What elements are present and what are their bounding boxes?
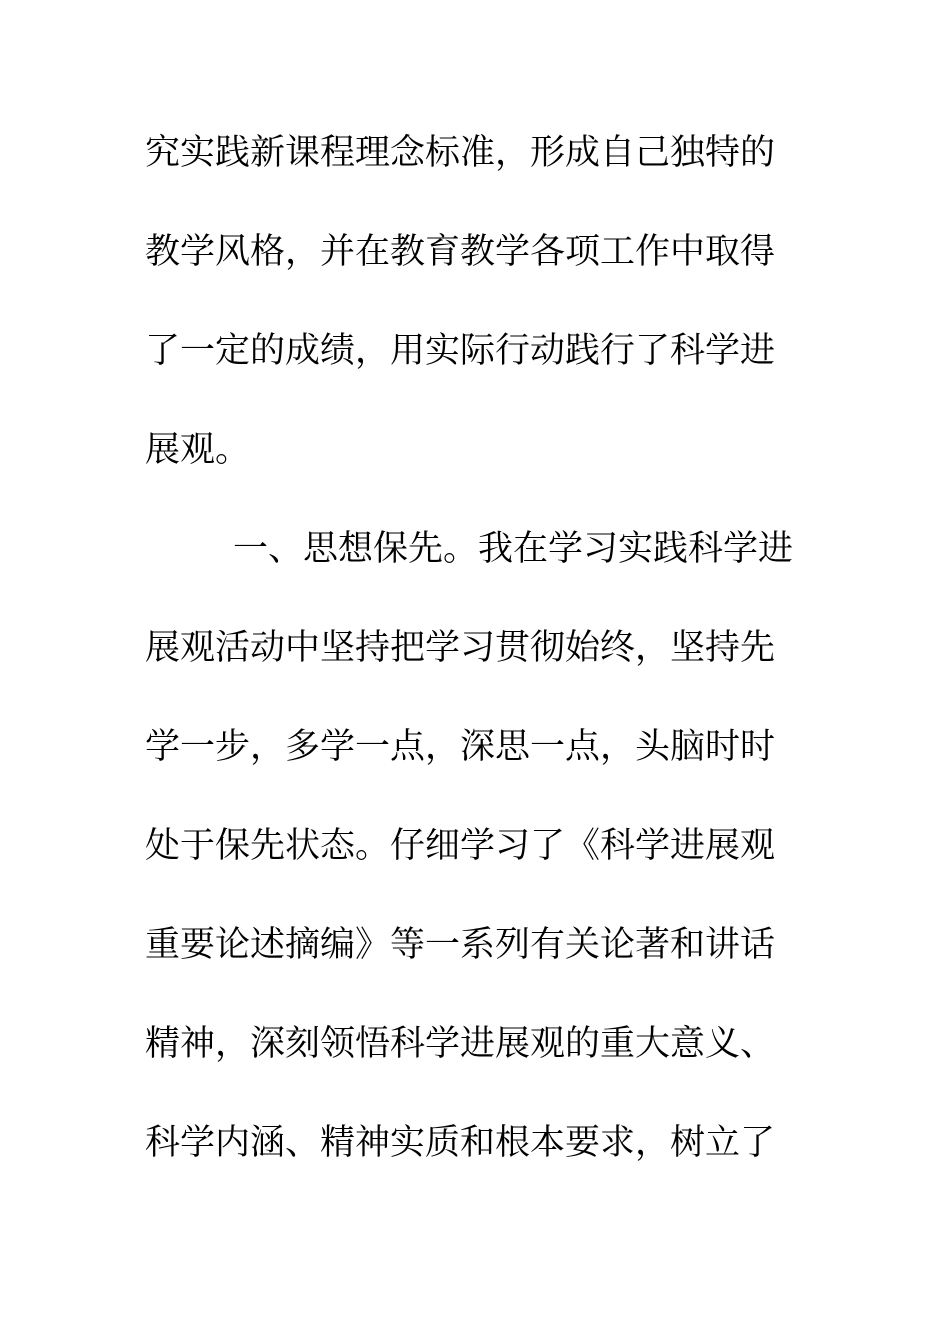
text-line: 精神，深刻领悟科学进展观的重大意义、 [145,1024,776,1064]
text-line: 展观活动中坚持把学习贯彻始终，坚持先 [145,628,776,668]
text-line: 究实践新课程理念标准，形成自己独特的 [145,133,776,173]
text-line: 处于保先状态。仔细学习了《科学进展观 [145,826,776,866]
text-line: 教学风格，并在教育教学各项工作中取得 [145,232,776,272]
section-heading-line: 一、思想保先。我在学习实践科学进 [233,529,794,569]
text-line: 了一定的成绩，用实际行动践行了科学进 [145,331,776,371]
text-line: 学一步，多学一点，深思一点，头脑时时 [145,727,776,767]
text-line: 重要论述摘编》等一系列有关论著和讲话 [145,925,776,965]
text-line: 科学内涵、精神实质和根本要求，树立了 [145,1123,776,1163]
text-line: 展观。 [145,430,251,470]
